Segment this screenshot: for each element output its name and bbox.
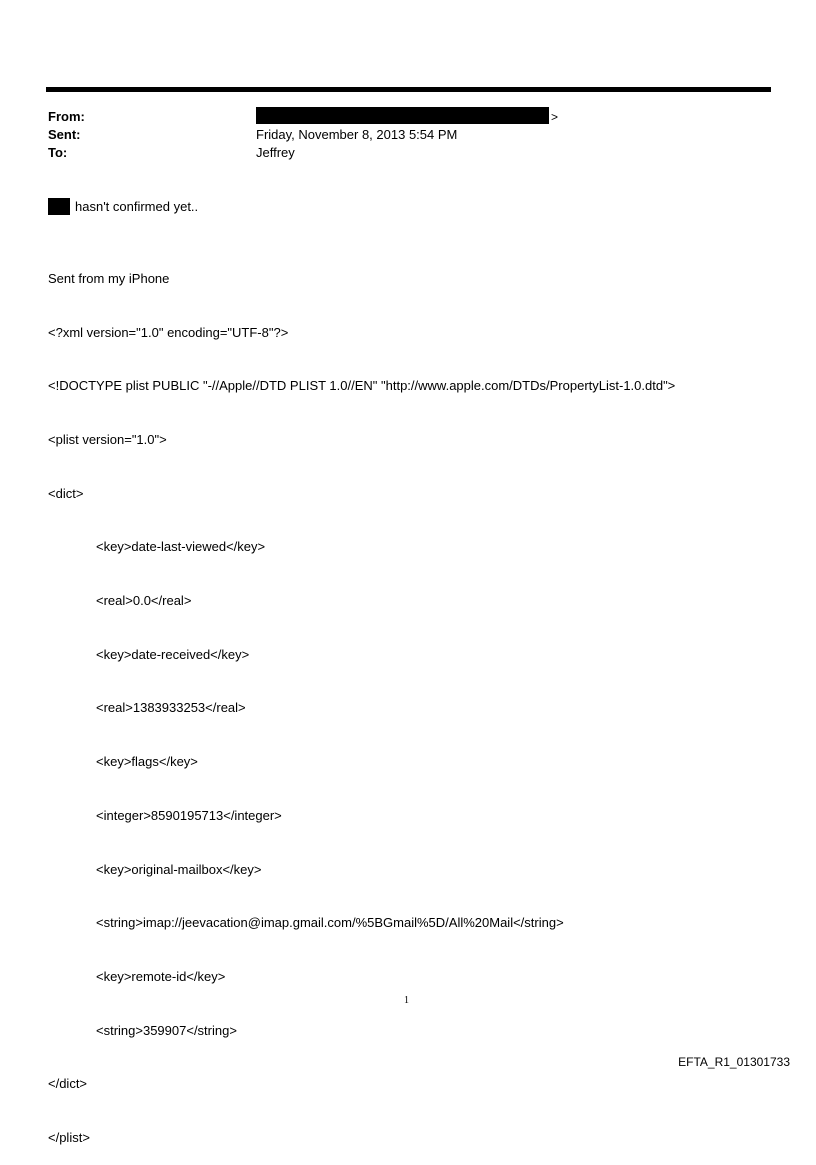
sent-value: Friday, November 8, 2013 5:54 PM (256, 127, 458, 142)
redacted-sender (256, 107, 549, 124)
body-line: Sent from my iPhone (48, 270, 170, 286)
from-label: From: (48, 109, 85, 124)
body-line: <key>original-mailbox</key> (96, 861, 262, 877)
document-id: EFTA_R1_01301733 (678, 1055, 790, 1069)
from-suffix: > (551, 110, 559, 124)
body-line: <string>imap://jeevacation@imap.gmail.com/%5BGmail%5D/All%20Mail</string> (96, 915, 564, 931)
message-body (48, 234, 675, 1165)
header-rule (46, 87, 771, 92)
redacted-name (48, 198, 70, 215)
body-line: <key>flags</key> (96, 754, 198, 770)
body-line: <key>remote-id</key> (96, 968, 226, 984)
body-line: <key>date-last-viewed</key> (96, 539, 266, 555)
body-line: <plist version="1.0"> (48, 431, 167, 447)
body-line: <real>1383933253</real> (96, 700, 246, 716)
body-line: <real>0.0</real> (96, 593, 192, 609)
body-line: </dict> (48, 1076, 88, 1092)
intro-text: hasn't confirmed yet.. (75, 199, 199, 214)
body-line: <!DOCTYPE plist PUBLIC "-//Apple//DTD PLIST 1.0//EN" "http://www.apple.com/DTDs/PropertyList-1.0.dtd"> (48, 378, 676, 394)
sent-label: Sent: (48, 127, 81, 142)
page-number: 1 (404, 995, 409, 1006)
body-line: <integer>8590195713</integer> (96, 807, 282, 823)
body-line: <dict> (48, 485, 84, 501)
to-value: Jeffrey (256, 145, 295, 160)
body-line: </plist> (48, 1130, 90, 1146)
body-line: <string>359907</string> (96, 1022, 237, 1038)
body-line: <?xml version="1.0" encoding="UTF-8"?> (48, 324, 289, 340)
to-label: To: (48, 145, 68, 160)
body-line: <key>date-received</key> (96, 646, 250, 662)
